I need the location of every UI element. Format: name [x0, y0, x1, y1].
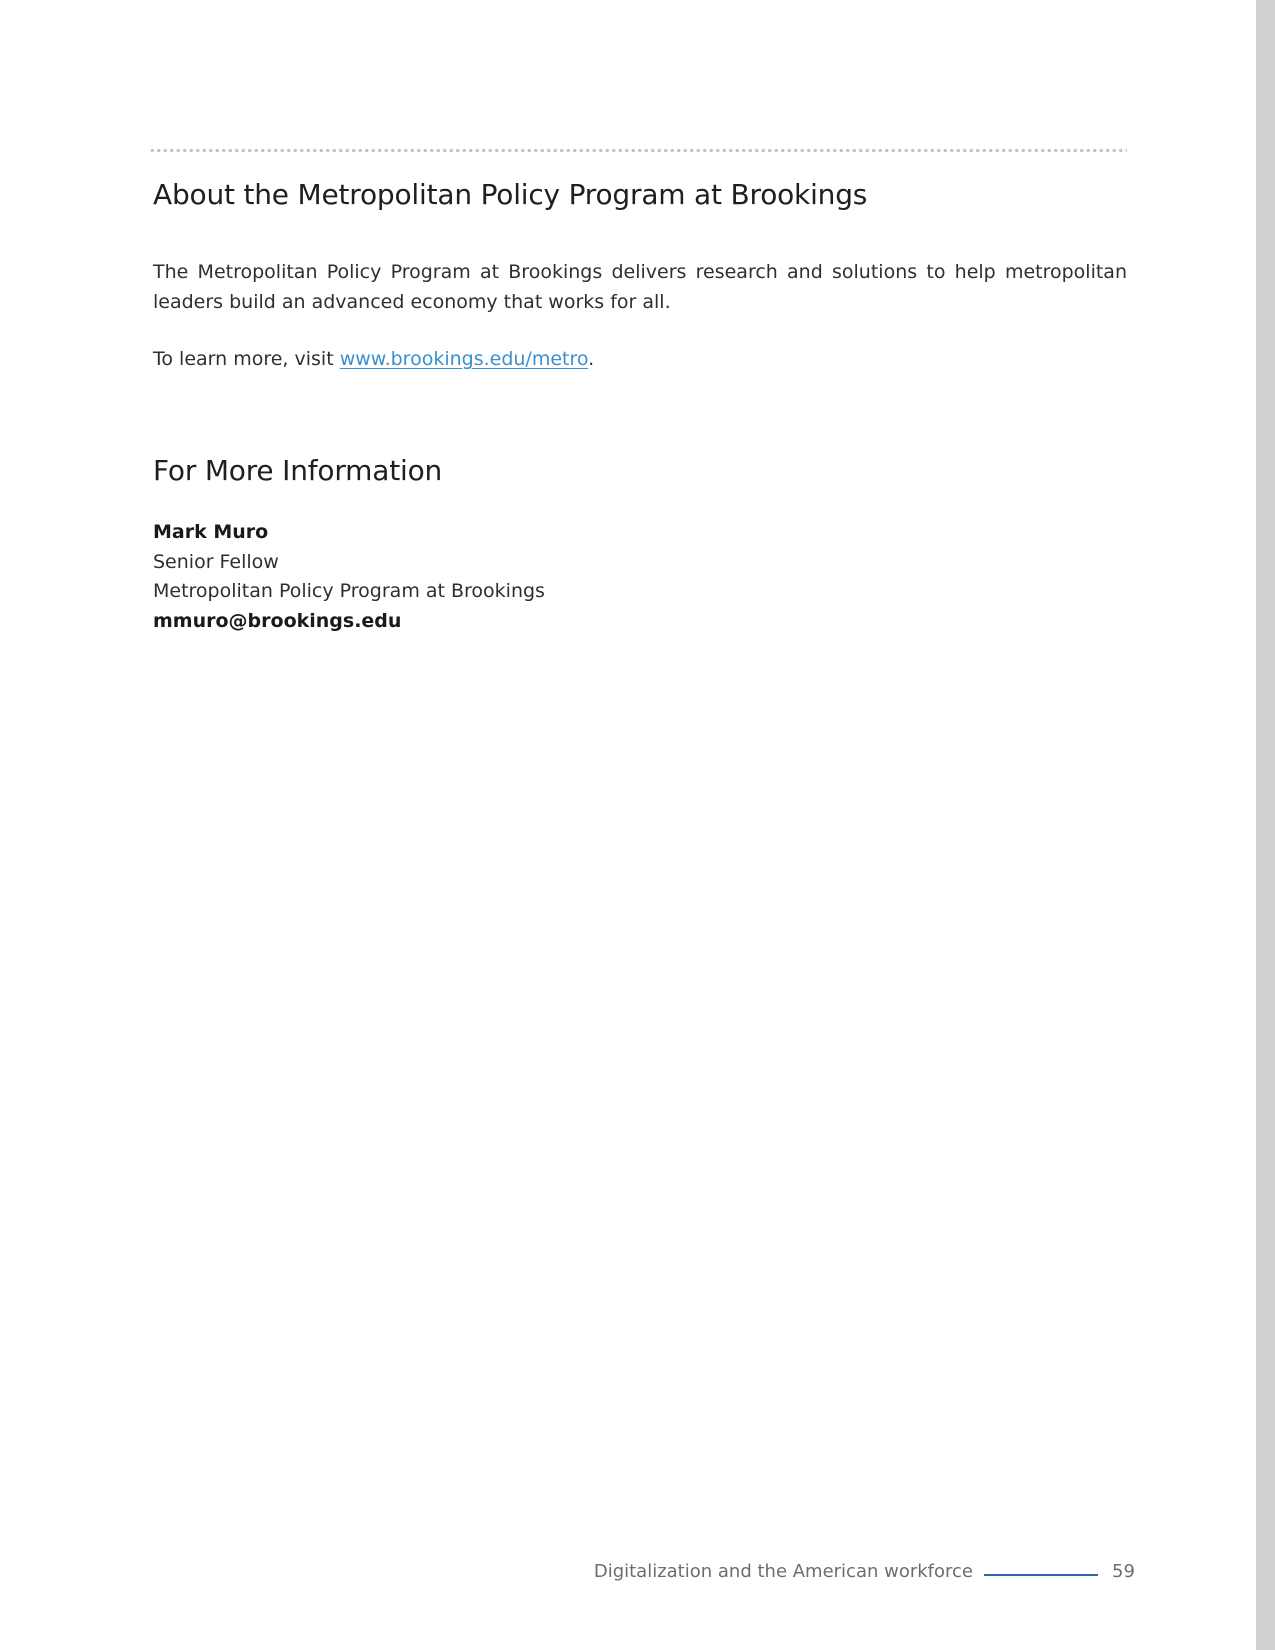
contact-name: Mark Muro: [153, 521, 269, 543]
page-edge-bar: [1256, 0, 1275, 1650]
dotted-divider: [149, 148, 1127, 153]
learn-more-suffix: .: [588, 348, 595, 370]
learn-more-line: [153, 345, 594, 375]
page-footer: [593, 1561, 1135, 1587]
contact-block: [153, 518, 545, 636]
about-description: The Metropolitan Policy Program at Brookings delivers research and solutions to help metropolitan leaders build an advanced economy that works for all.: [153, 261, 1127, 313]
footer-report-title: Digitalization and the American workforce: [593, 1561, 973, 1582]
about-section-title: About the Metropolitan Policy Program at Brookings: [153, 178, 868, 211]
learn-more-prefix: To learn more, visit: [153, 348, 340, 370]
page-number: 59: [1112, 1561, 1135, 1582]
contact-organization: Metropolitan Policy Program at Brookings: [153, 580, 545, 602]
contact-email[interactable]: mmuro@brookings.edu: [153, 609, 402, 632]
brookings-metro-link[interactable]: www.brookings.edu/metro: [339, 348, 589, 370]
contact-role: Senior Fellow: [153, 550, 279, 573]
footer-rule: [984, 1574, 1098, 1576]
more-info-section-title: For More Information: [153, 454, 443, 487]
